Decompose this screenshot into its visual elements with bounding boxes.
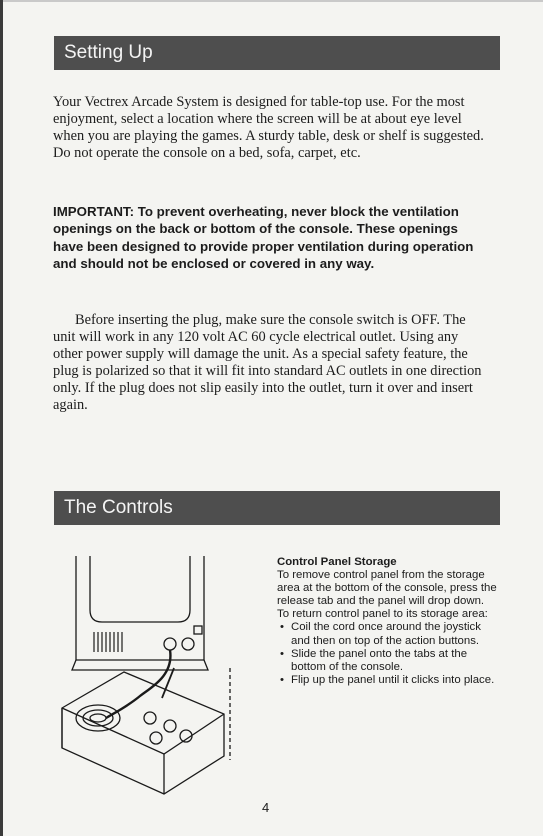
setup-paragraph-plug: Before inserting the plug, make sure the console switch is OFF. The unit will work in any 120 volt AC 60 cycle electrical outlet. Using any other power supply will damage the unit. As a special safety feature, the plug is polarized so that it will fit into standard AC outlets in one direction only. If the plug does not slip easily into the outlet, turn it over and insert again. xyxy=(53,312,482,413)
page-left-edge xyxy=(0,0,3,836)
storage-instructions xyxy=(277,556,497,687)
storage-return-text: To return control panel to its storage area: xyxy=(277,608,488,621)
page-top-edge xyxy=(0,0,543,2)
storage-steps xyxy=(277,621,497,686)
section-heading-setting-up: Setting Up xyxy=(54,36,500,70)
storage-title: Control Panel Storage xyxy=(277,556,397,568)
storage-remove-text: To remove control panel from the storage area at the bottom of the console, press the release tab and the panel will drop down. xyxy=(277,569,497,608)
storage-step: • Slide the panel onto the tabs at the bottom of the console. xyxy=(277,648,497,674)
setup-paragraph-important: IMPORTANT: To prevent overheating, never block the ventilation openings on the back or bottom of the console. These openings have been designed to provide proper ventilation during operation and should not be enclosed or covered in any way. xyxy=(53,204,474,272)
page-number: 4 xyxy=(262,800,270,815)
storage-step: • Flip up the panel until it clicks into place. xyxy=(277,674,497,687)
section-heading-controls: The Controls xyxy=(54,491,500,525)
vectrex-console-icon xyxy=(54,548,274,796)
console-illustration xyxy=(54,548,274,796)
setup-paragraph-location: Your Vectrex Arcade System is designed for table-top use. For the most enjoyment, select a location where the screen will be at about eye level when you are playing the games. A sturdy table, desk or shelf is suggested. Do not operate the console on a bed, sofa, carpet, etc. xyxy=(53,94,484,161)
storage-step: • Coil the cord once around the joystick and then on top of the action buttons. xyxy=(277,621,497,647)
